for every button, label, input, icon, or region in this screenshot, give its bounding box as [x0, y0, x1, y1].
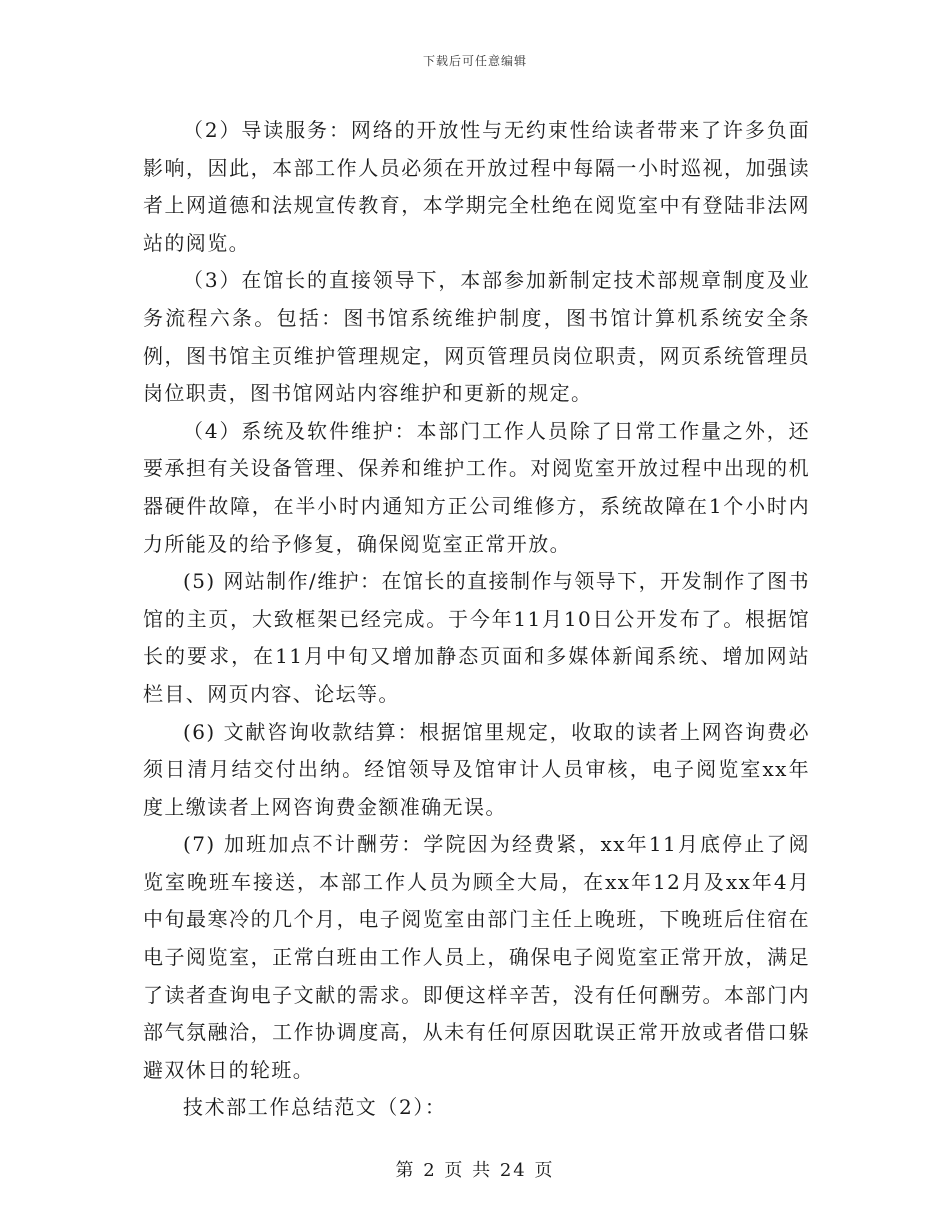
paragraph-reading-guide-service: （2）导读服务：网络的开放性与无约束性给读者带来了许多负面影响，因此，本部工作人员必须在开放过程中每隔一小时巡视，加强读者上网道德和法规宣传教育，本学期完全杜绝在阅览室中有登陆非法网站的阅览。: [143, 118, 810, 255]
document-body: [143, 112, 810, 1127]
paragraph-system-software-maintenance: （4）系统及软件维护：本部门工作人员除了日常工作量之外，还要承担有关设备管理、保养和维护工作。对阅览室开放过程中出现的机器硬件故障，在半小时内通知方正公司维修方，系统故障在1个小时内力所能及的给予修复，确保阅览室正常开放。: [143, 418, 810, 556]
paragraph-rules-and-procedures: （3）在馆长的直接领导下，本部参加新制定技术部规章制度及业务流程六条。包括：图书馆系统维护制度，图书馆计算机系统安全条例，图书馆主页维护管理规定，网页管理员岗位职责，网页系统管理员岗位职责，图书馆网站内容维护和更新的规定。: [143, 268, 810, 406]
section-heading: 技术部工作总结范文（2）：: [183, 1095, 447, 1120]
page-header: 下载后可任意编辑: [422, 54, 527, 68]
page-number-footer: 第 2 页 共 24 页: [395, 1160, 555, 1181]
paragraph-website-production: (5) 网站制作/维护：在馆长的直接制作与领导下，开发制作了图书馆的主页，大致框架已经完成。于今年11月10日公开发布了。根据馆长的要求，在11月中旬又增加静态页面和多媒体新闻系统、增加网站栏目、网页内容、论坛等。: [143, 569, 810, 706]
paragraph-fee-settlement: (6) 文献咨询收款结算：根据馆里规定，收取的读者上网咨询费必须日清月结交付出纳。经馆领导及馆审计人员审核，电子阅览室xx年度上缴读者上网咨询费金额准确无误。: [143, 719, 810, 819]
paragraph-overtime-work: (7) 加班加点不计酬劳：学院因为经费紧，xx年11月底停止了阅览室晚班车接送，本部工作人员为顾全大局，在xx年12月及xx年4月中旬最寒冷的几个月，电子阅览室由部门主任上晚班，下晚班后住宿在电子阅览室，正常白班由工作人员上，确保电子阅览室正常开放，满足了读者查询电子文献的需求。即便这样辛苦，没有任何酬劳。本部门内部气氛融洽，工作协调度高，从未有任何原因耽误正常开放或者借口躲避双休日的轮班。: [143, 832, 810, 1082]
